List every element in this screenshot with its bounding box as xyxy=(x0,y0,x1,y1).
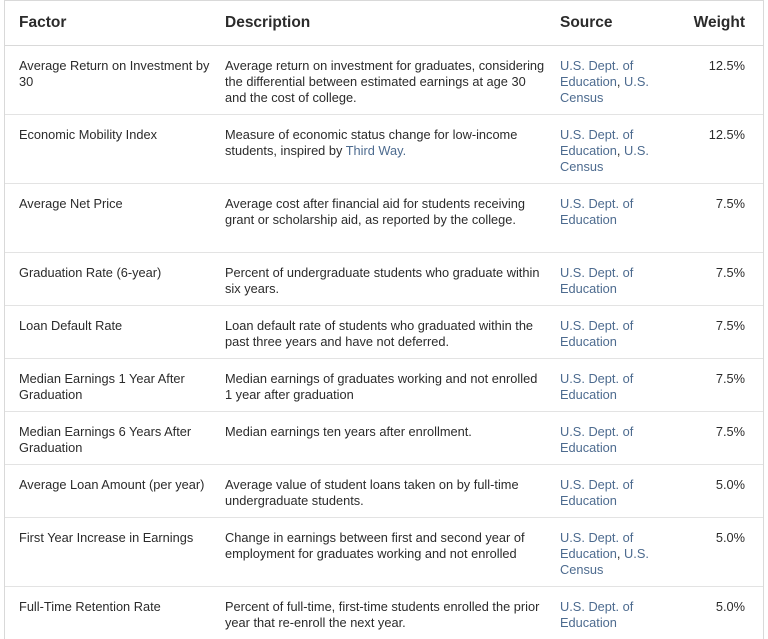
source-link[interactable]: U.S. Dept. of Education xyxy=(560,318,634,349)
source-cell xyxy=(546,587,656,639)
source-cell xyxy=(546,184,656,253)
factor-column-header: Factor xyxy=(5,1,211,46)
table-row xyxy=(5,184,763,253)
source-cell xyxy=(546,115,656,184)
source-link[interactable]: U.S. Dept. of Education xyxy=(560,530,634,561)
methodology-table-container xyxy=(4,0,764,639)
source-separator: , xyxy=(616,74,625,89)
source-link[interactable]: U.S. Dept. of Education xyxy=(560,58,634,89)
table-row xyxy=(5,465,763,518)
description-cell: Average cost after financial aid for students receiving grant or scholarship aid, as reported by the college. xyxy=(211,184,546,253)
description-cell: Change in earnings between first and second year of employment for graduates working and not enrolled xyxy=(211,518,546,587)
weight-cell: 7.5% xyxy=(656,412,763,465)
factor-cell: Average Return on Investment by 30 xyxy=(5,46,211,115)
factor-cell: Graduation Rate (6-year) xyxy=(5,253,211,306)
description-cell: Average return on investment for graduates, considering the differential between estimated earnings at age 30 and the cost of college. xyxy=(211,46,546,115)
source-separator: , xyxy=(616,143,625,158)
weight-cell: 7.5% xyxy=(656,253,763,306)
methodology-table xyxy=(5,1,763,639)
table-header xyxy=(5,1,763,46)
table-row xyxy=(5,359,763,412)
source-link[interactable]: U.S. Dept. of Education xyxy=(560,424,634,455)
source-cell xyxy=(546,46,656,115)
description-text: Measure of economic status change for low-income students, inspired by xyxy=(225,127,518,158)
weight-cell: 5.0% xyxy=(656,518,763,587)
source-link[interactable]: U.S. Dept. of Education xyxy=(560,127,634,158)
header-row xyxy=(5,1,763,46)
factor-cell: Full-Time Retention Rate xyxy=(5,587,211,639)
table-row xyxy=(5,306,763,359)
source-link[interactable]: U.S. Dept. of Education xyxy=(560,196,634,227)
factor-cell: Median Earnings 6 Years After Graduation xyxy=(5,412,211,465)
description-cell: Average value of student loans taken on by full-time undergraduate students. xyxy=(211,465,546,518)
weight-column-header: Weight xyxy=(656,1,763,46)
source-cell xyxy=(546,412,656,465)
weight-cell: 12.5% xyxy=(656,115,763,184)
source-cell xyxy=(546,518,656,587)
source-cell xyxy=(546,465,656,518)
description-cell: Percent of undergraduate students who graduate within six years. xyxy=(211,253,546,306)
table-row xyxy=(5,518,763,587)
factor-cell: Average Net Price xyxy=(5,184,211,253)
table-row xyxy=(5,115,763,184)
source-column-header: Source xyxy=(546,1,656,46)
source-link[interactable]: U.S. Census xyxy=(560,546,649,577)
source-cell xyxy=(546,359,656,412)
description-cell: Median earnings of graduates working and not enrolled 1 year after graduation xyxy=(211,359,546,412)
source-link[interactable]: U.S. Dept. of Education xyxy=(560,477,634,508)
description-cell: Median earnings ten years after enrollment. xyxy=(211,412,546,465)
table-row xyxy=(5,253,763,306)
table-row xyxy=(5,412,763,465)
description-column-header: Description xyxy=(211,1,546,46)
table-body xyxy=(5,46,763,639)
source-link[interactable]: U.S. Census xyxy=(560,74,649,105)
weight-cell: 5.0% xyxy=(656,587,763,639)
source-link[interactable]: U.S. Dept. of Education xyxy=(560,265,634,296)
source-link[interactable]: U.S. Census xyxy=(560,143,649,174)
description-cell: Percent of full-time, first-time students enrolled the prior year that re-enroll the next year. xyxy=(211,587,546,639)
table-row xyxy=(5,46,763,115)
source-link[interactable]: U.S. Dept. of Education xyxy=(560,371,634,402)
factor-cell: Economic Mobility Index xyxy=(5,115,211,184)
factor-cell: First Year Increase in Earnings xyxy=(5,518,211,587)
third-way-link[interactable]: Third Way. xyxy=(345,143,407,158)
description-cell: Loan default rate of students who graduated within the past three years and have not deferred. xyxy=(211,306,546,359)
weight-cell: 7.5% xyxy=(656,184,763,253)
source-link[interactable]: U.S. Dept. of Education xyxy=(560,599,634,630)
source-cell xyxy=(546,306,656,359)
weight-cell: 7.5% xyxy=(656,306,763,359)
weight-cell: 7.5% xyxy=(656,359,763,412)
source-separator: , xyxy=(616,546,625,561)
weight-cell: 5.0% xyxy=(656,465,763,518)
factor-cell: Loan Default Rate xyxy=(5,306,211,359)
weight-cell: 12.5% xyxy=(656,46,763,115)
source-cell xyxy=(546,253,656,306)
factor-cell: Median Earnings 1 Year After Graduation xyxy=(5,359,211,412)
table-row xyxy=(5,587,763,639)
factor-cell: Average Loan Amount (per year) xyxy=(5,465,211,518)
description-cell xyxy=(211,115,546,184)
